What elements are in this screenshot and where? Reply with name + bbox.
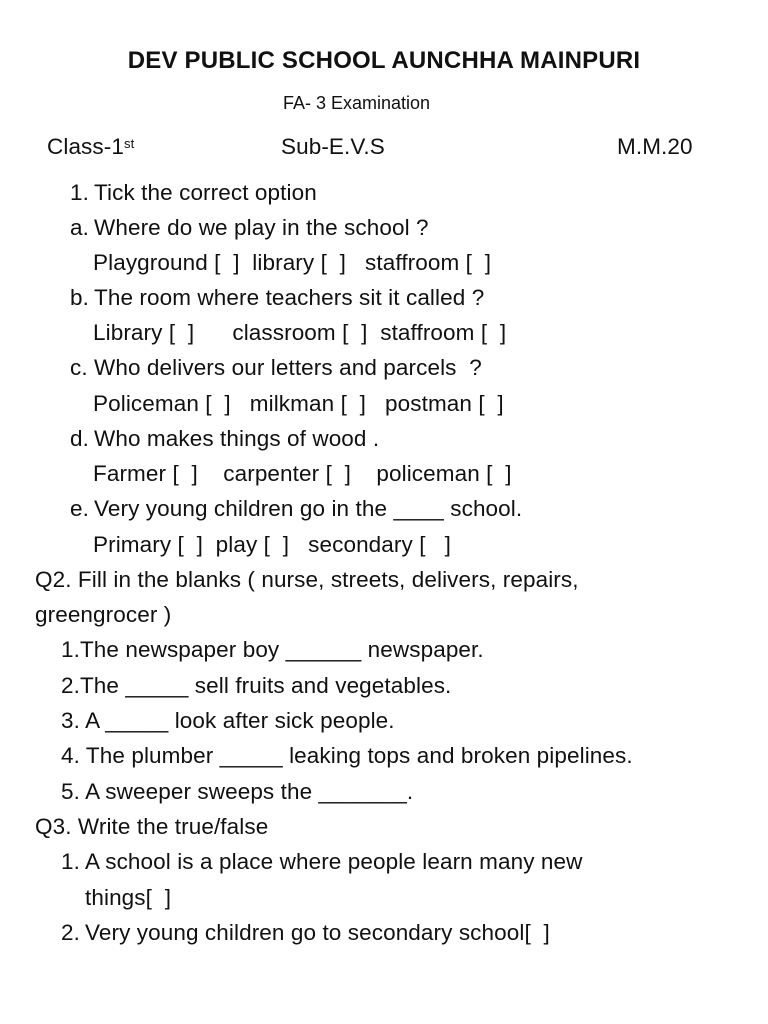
school-name: DEV PUBLIC SCHOOL AUNCHHA MAINPURI — [127, 47, 641, 74]
item-marker: c. — [70, 355, 88, 380]
q1-item-e-options: Primary [ ] play [ ] secondary [ ] — [93, 532, 451, 557]
q1-item-c-options: Policeman [ ] milkman [ ] postman [ ] — [93, 391, 504, 416]
q2-item-4: 4. The plumber _____ leaking tops and broken pipelines. — [61, 743, 633, 768]
q1-item-a — [70, 213, 429, 243]
q1-item-d-options: Farmer [ ] carpenter [ ] policeman [ ] — [93, 461, 512, 486]
class-suffix: st — [123, 136, 135, 151]
q3-item-2 — [61, 918, 550, 948]
item-question: Where do we play in the school ? — [94, 215, 429, 240]
item-text: Very young children go to secondary school[ ] — [85, 920, 550, 945]
q2-item-1: 1.The newspaper boy ______ newspaper. — [61, 637, 484, 662]
q1-item-d — [70, 424, 379, 454]
item-marker: e. — [70, 496, 89, 521]
exam-name: FA- 3 Examination — [283, 93, 431, 113]
item-marker: d. — [70, 426, 89, 451]
q3-item-1-cont: things[ ] — [85, 885, 172, 910]
item-text: A school is a place where people learn many new — [85, 849, 583, 874]
class-text: Class-1 — [47, 134, 124, 159]
q1-marker: 1. — [70, 180, 89, 205]
item-marker: 1. — [61, 849, 80, 874]
class-label — [47, 132, 134, 162]
q1-item-b-options: Library [ ] classroom [ ] staffroom [ ] — [93, 320, 507, 345]
item-marker: b. — [70, 285, 89, 310]
q1-item-c — [70, 353, 482, 383]
q2-item-2: 2.The _____ sell fruits and vegetables. — [61, 673, 452, 698]
q2-heading-cont: greengrocer ) — [35, 602, 172, 627]
item-marker: 2. — [61, 920, 80, 945]
q1-item-a-options: Playground [ ] library [ ] staffroom [ ] — [93, 250, 492, 275]
item-question: Who delivers our letters and parcels ? — [94, 355, 482, 380]
q1-heading — [70, 178, 317, 208]
subject-label: Sub-E.V.S — [281, 134, 385, 159]
q3-heading: Q3. Write the true/false — [35, 814, 269, 839]
item-marker: a. — [70, 215, 89, 240]
item-question: Very young children go in the ____ school. — [94, 496, 523, 521]
q1-item-e — [70, 494, 522, 524]
q2-heading: Q2. Fill in the blanks ( nurse, streets, delivers, repairs, — [35, 567, 579, 592]
q3-item-1 — [61, 847, 583, 877]
q2-item-5: 5. A sweeper sweeps the _______. — [61, 779, 414, 804]
q1-heading-text: Tick the correct option — [94, 180, 317, 205]
item-question: The room where teachers sit it called ? — [94, 285, 485, 310]
q1-item-b — [70, 283, 484, 313]
item-question: Who makes things of wood . — [94, 426, 380, 451]
q2-item-3: 3. A _____ look after sick people. — [61, 708, 395, 733]
max-marks: M.M.20 — [617, 134, 693, 159]
